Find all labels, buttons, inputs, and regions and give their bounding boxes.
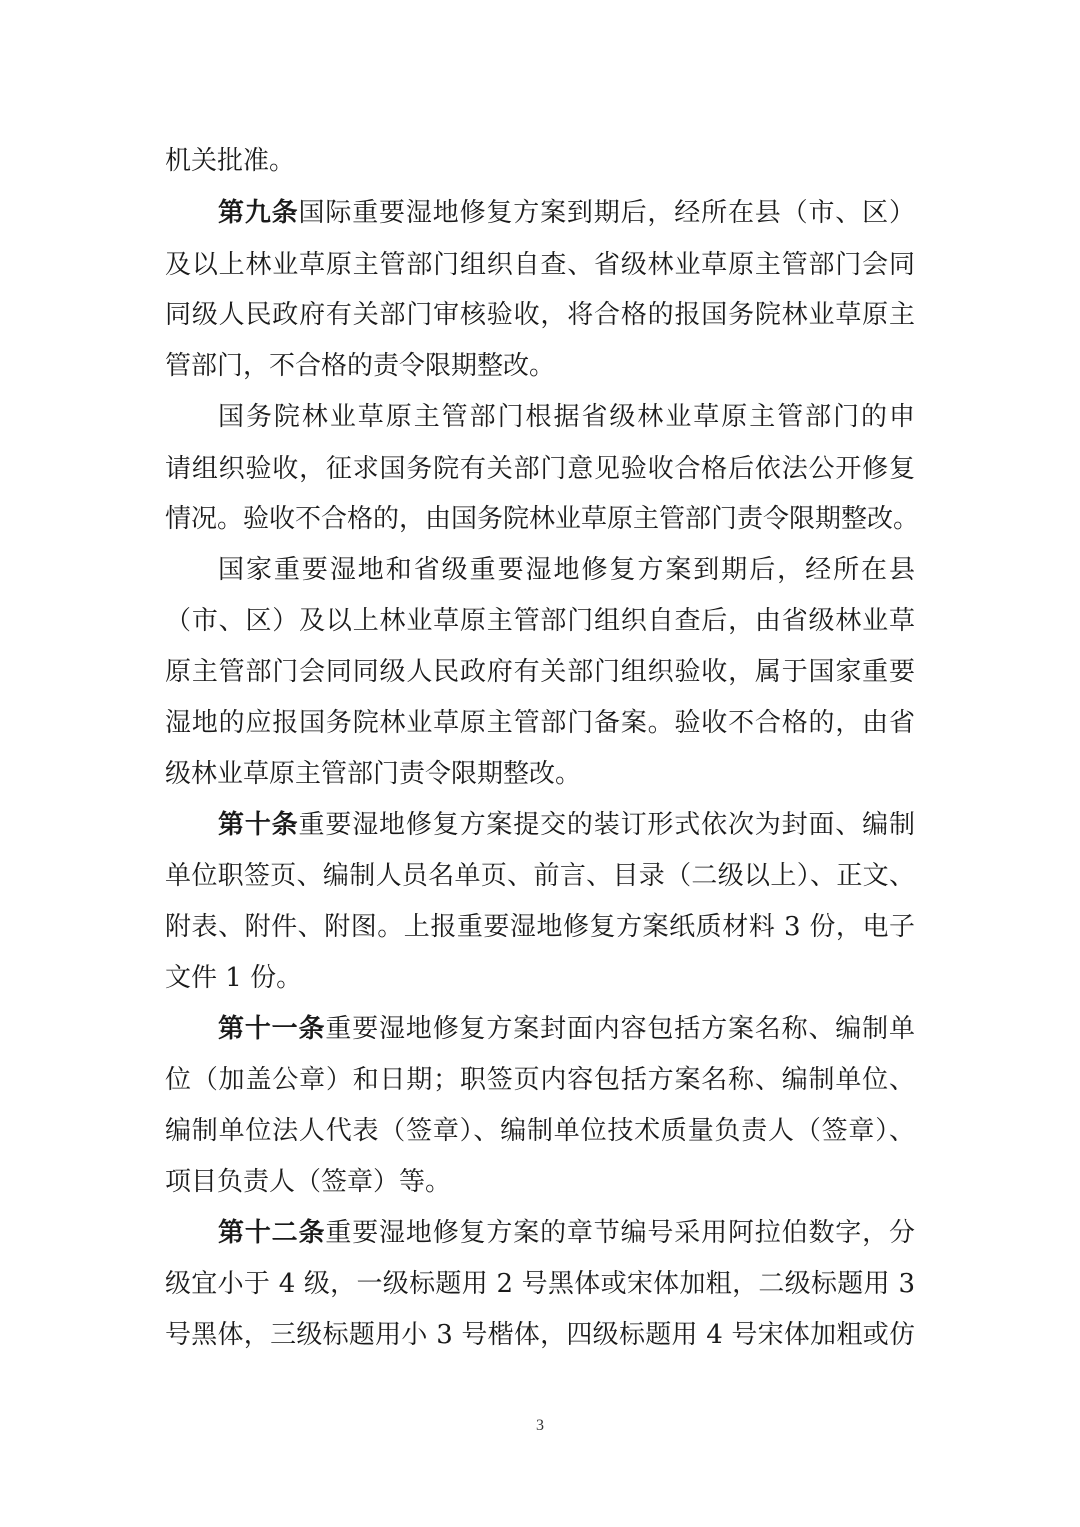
body-line: 项目负责人（签章）等。 xyxy=(165,1167,452,1197)
body-line: 请组织验收，征求国务院有关部门意见验收合格后依法公开修复 xyxy=(165,454,915,484)
body-line: 位（加盖公章）和日期；职签页内容包括方案名称、编制单位、 xyxy=(165,1065,915,1095)
article-11-heading-line: 第十一条重要湿地修复方案封面内容包括方案名称、编制单 xyxy=(218,1014,915,1044)
body-line: 单位职签页、编制人员名单页、前言、目录（二级以上）、正文、 xyxy=(165,861,915,891)
article-label: 第十条 xyxy=(218,810,299,840)
body-line: 国家重要湿地和省级重要湿地修复方案到期后，经所在县 xyxy=(218,555,915,585)
body-line: 管部门，不合格的责令限期整改。 xyxy=(165,351,556,381)
page-number: 3 xyxy=(536,1417,544,1434)
body-line: 附表、附件、附图。上报重要湿地修复方案纸质材料 3 份，电子 xyxy=(165,912,915,942)
body-line: 编制单位法人代表（签章）、编制单位技术质量负责人（签章）、 xyxy=(165,1116,915,1146)
article-12-heading-line: 第十二条重要湿地修复方案的章节编号采用阿拉伯数字，分 xyxy=(218,1218,915,1248)
article-label: 第十二条 xyxy=(218,1218,326,1248)
article-label: 第十一条 xyxy=(218,1014,326,1044)
body-line: 机关批准。 xyxy=(165,146,296,176)
body-line: 及以上林业草原主管部门组织自查、省级林业草原主管部门会同 xyxy=(165,250,915,280)
body-line: 国务院林业草原主管部门根据省级林业草原主管部门的申 xyxy=(218,402,915,432)
article-label: 第九条 xyxy=(218,198,299,228)
body-line: （市、区）及以上林业草原主管部门组织自查后，由省级林业草 xyxy=(165,606,915,636)
body-line: 文件 1 份。 xyxy=(165,963,303,993)
body-line: 同级人民政府有关部门审核验收，将合格的报国务院林业草原主 xyxy=(165,300,915,330)
body-line: 湿地的应报国务院林业草原主管部门备案。验收不合格的，由省 xyxy=(165,708,915,738)
body-line: 情况。验收不合格的，由国务院林业草原主管部门责令限期整改。 xyxy=(165,504,920,534)
article-10-heading-line: 第十条重要湿地修复方案提交的装订形式依次为封面、编制 xyxy=(218,810,915,840)
body-line: 号黑体，三级标题用小 3 号楷体，四级标题用 4 号宋体加粗或仿 xyxy=(165,1320,915,1350)
article-9-heading-line: 第九条国际重要湿地修复方案到期后，经所在县（市、区） xyxy=(218,198,915,228)
body-line: 原主管部门会同同级人民政府有关部门组织验收，属于国家重要 xyxy=(165,657,915,687)
body-line: 级林业草原主管部门责令限期整改。 xyxy=(165,759,582,789)
body-line: 级宜小于 4 级，一级标题用 2 号黑体或宋体加粗，二级标题用 3 xyxy=(165,1269,915,1299)
